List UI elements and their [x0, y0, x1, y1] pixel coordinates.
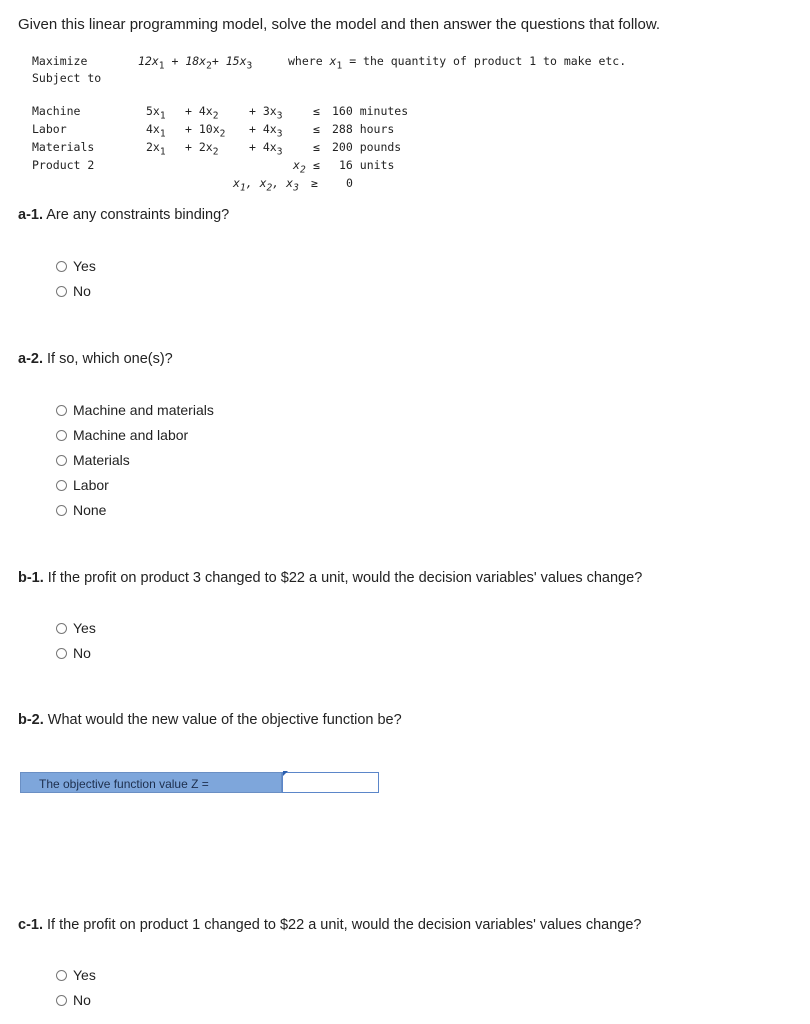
intro-text: Given this linear programming model, solve the model and then answer the questions that follow. [18, 16, 661, 33]
sign: ≤ [313, 122, 320, 136]
question-c1: c-1. If the profit on product 1 changed to $22 a unit, would the decision variables' values change? [18, 917, 642, 933]
rhs: 0 [346, 176, 353, 190]
radio-icon[interactable] [56, 623, 67, 634]
radio-icon[interactable] [56, 480, 67, 491]
question-a2: a-2. If so, which one(s)? [18, 351, 173, 367]
term: $4x_1$ [146, 122, 166, 140]
rhs: 200 pounds [332, 140, 402, 154]
maximize-label: Maximize [32, 54, 88, 68]
rhs: 16 units [339, 158, 395, 172]
field-marker-icon [283, 771, 288, 776]
a2-option-machine-and-materials[interactable]: Machine and materials [56, 402, 214, 418]
question-a1: a-1. Are any constraints binding? [18, 207, 230, 223]
a1-option-no[interactable]: No [56, 283, 91, 299]
term: $x_2$ [293, 158, 306, 176]
term: $2x_1$ [146, 140, 166, 158]
term: + $4x_2$ [185, 104, 219, 122]
sign: ≤ [313, 158, 320, 172]
objective-value-input[interactable] [282, 772, 379, 793]
sign: ≤ [313, 140, 320, 154]
radio-icon[interactable] [56, 648, 67, 659]
a2-option-labor[interactable]: Labor [56, 477, 109, 493]
question-b1: b-1. If the profit on product 3 changed to $22 a unit, would the decision variables' values change? [18, 570, 643, 586]
term: + $2x_2$ [185, 140, 219, 158]
subject-to-label: Subject to [32, 71, 102, 85]
constraint-label-materials: Materials [32, 140, 95, 154]
c1-option-no[interactable]: No [56, 992, 91, 1008]
objective-function: $12x_1 + 18x_2+ 15x_3$ [138, 54, 253, 72]
constraint-label-machine: Machine [32, 104, 81, 118]
radio-icon[interactable] [56, 261, 67, 272]
term: + $10x_2$ [185, 122, 226, 140]
a1-option-yes[interactable]: Yes [56, 258, 96, 274]
rhs: 160 minutes [332, 104, 409, 118]
term: + $3x_3$ [249, 104, 283, 122]
objective-value-label: The objective function value Z = [20, 772, 282, 793]
radio-icon[interactable] [56, 505, 67, 516]
nonnegativity-vars: $x_1$, $x_2$, $x_3$ [233, 176, 299, 194]
variable-definition: where $x_1$ = the quantity of product 1 to make etc. [288, 54, 627, 72]
constraint-label-product-2: Product 2 [32, 158, 95, 172]
term: + $4x_3$ [249, 122, 283, 140]
constraint-label-labor: Labor [32, 122, 67, 136]
b1-option-yes[interactable]: Yes [56, 620, 96, 636]
sign: ≥ [311, 176, 318, 190]
term: + $4x_3$ [249, 140, 283, 158]
a2-option-machine-and-labor[interactable]: Machine and labor [56, 427, 188, 443]
radio-icon[interactable] [56, 995, 67, 1006]
c1-option-yes[interactable]: Yes [56, 967, 96, 983]
question-b2: b-2. What would the new value of the objective function be? [18, 712, 402, 728]
radio-icon[interactable] [56, 970, 67, 981]
b1-option-no[interactable]: No [56, 645, 91, 661]
radio-icon[interactable] [56, 405, 67, 416]
a2-option-materials[interactable]: Materials [56, 452, 130, 468]
radio-icon[interactable] [56, 286, 67, 297]
term: $5x_1$ [146, 104, 166, 122]
sign: ≤ [313, 104, 320, 118]
rhs: 288 hours [332, 122, 395, 136]
radio-icon[interactable] [56, 430, 67, 441]
a2-option-none[interactable]: None [56, 502, 106, 518]
radio-icon[interactable] [56, 455, 67, 466]
